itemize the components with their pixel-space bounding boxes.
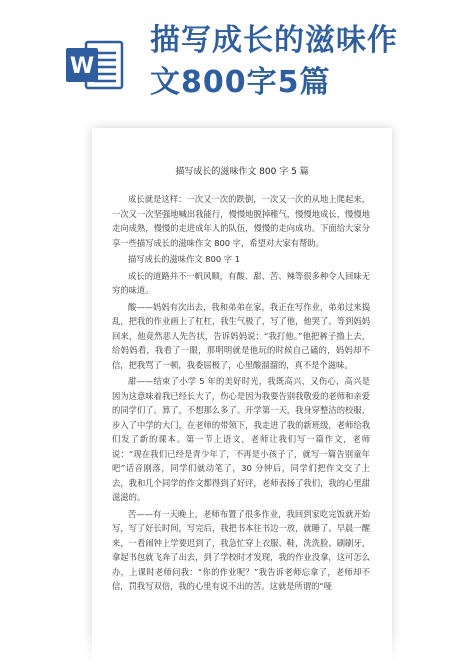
word-document-icon: [64, 34, 126, 96]
document-page: [92, 128, 392, 668]
section-heading: 描写成长的滋味作文 800 字 1: [128, 254, 240, 264]
word-logo-letter: W: [69, 54, 95, 79]
banner: [0, 0, 474, 118]
paragraph-1: 成长的道路并不一帆风顺，有酸、甜、苦、辣等很多种令人回味无穷的味道。: [112, 270, 370, 295]
paragraph-4: 苦——有一天晚上，老师布置了很多作业，我回到家吃完饭就开始写，写了好长时间，写完后，我把书本往书边一放，就睡了。早晨一醒来，一看闹钟上学要迟到了，我急忙穿上衣服、鞋，洗洗脸、刷刷牙，拿起书包就飞奔了出去，到了学校时才发现，我的作业没拿，这可怎么办，上课时老师问我：“你的作业呢？”我告诉老师忘拿了，老师却不信，罚我写双倍，我的心里有说不出的苦。这就是所谓的“哑: [112, 508, 370, 591]
paragraph-2: 酸——妈妈有次出去，我和弟弟在家，我正在写作业，弟弟过来捣乱，把我的作业画上了杠杠，我生气极了，写了他，他哭了。等到妈妈回来，他竟然恶人先告状，告诉妈妈说：“我打他。”他把裤子撸上去，给妈妈看，我看了一眼，那明明就是他玩的时候自己磕的，妈妈却不信，把我骂了一顿，我委屈极了，心里酸溜溜的，真不是个滋味。: [112, 301, 370, 370]
page-title-line-2: 文800字5篇: [150, 65, 331, 100]
document-title: 描写成长的滋味作文 800 字 5 篇: [175, 167, 309, 177]
bottom-fade: [0, 629, 474, 669]
document-body: [112, 192, 370, 596]
page-title: [150, 20, 470, 104]
paragraph-3: 甜——结束了小学 5 年的美好时光，我既高兴，又伤心，高兴是因为这意味着我已经长大了，伤心是因为我要告别我敬爱的老师和亲爱的同学们了。算了，不想那么多了。开学第一天，我身穿整洁的校服，步入了中学的大门，在老师的带领下，我走进了我的新班级，老师给我们发了新的课本。第一节上语文，老师让我们写一篇作文，老师说：“现在我们已经是青少年了，不再是小孩子了，就写一篇告别童年吧”话音刚落，同学们就动笔了，30 分钟后，同学们把作文交了上去，我和几个同学的作文都得到了好评，老师表扬了我们，我的心里甜滋滋的。: [112, 376, 370, 502]
paragraph-intro: 成长就是这样：一次又一次的跌倒，一次又一次的从地上爬起来，一次又一次坚强地喊出我能行，慢慢地脱掉稚气，慢慢地成长，慢慢地走向成熟，慢慢的走进成年人的队伍，慢慢的走向成功。下面给大家分享一些描写成长的滋味作文 800 字，希望对大家有帮助。: [112, 194, 370, 248]
page-title-line-1: 描写成长的滋味作: [150, 23, 398, 58]
